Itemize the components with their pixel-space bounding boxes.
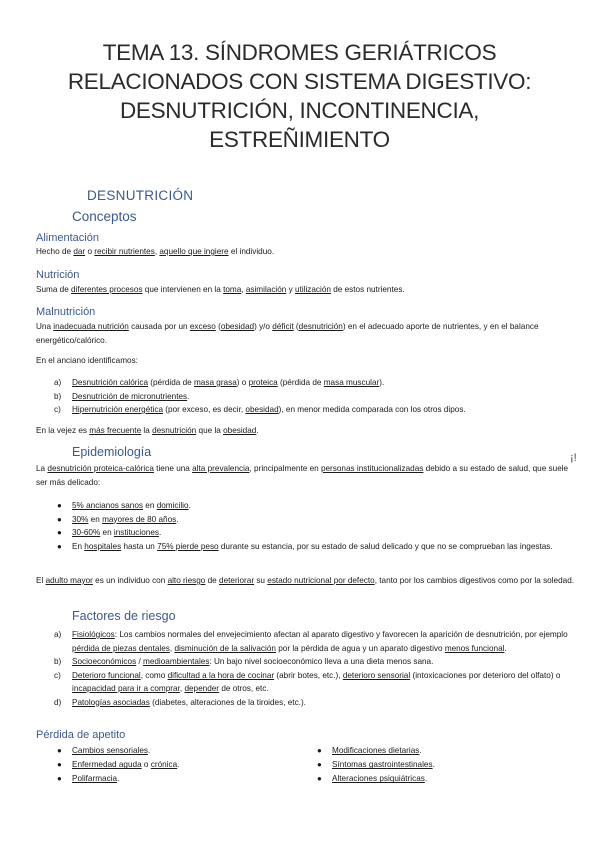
title-line: DESNUTRICIÓN, INCONTINENCIA, — [119, 98, 480, 123]
underlined-term: más frecuente — [89, 426, 142, 435]
underlined-term: medioambientales — [143, 657, 210, 666]
bullet-icon: ● — [57, 774, 62, 784]
underlined-term: estado nutricional por defecto — [267, 576, 375, 585]
subsection-heading-conceptos: Conceptos — [72, 209, 137, 224]
text: es un individuo con — [92, 576, 168, 585]
text: hasta un — [121, 541, 158, 551]
text: En — [72, 541, 85, 551]
text: . — [187, 391, 190, 401]
underlined-term: obesidad — [245, 405, 279, 414]
text: (pérdida de — [277, 378, 324, 387]
text: . — [504, 643, 507, 653]
list-item — [54, 628, 574, 655]
bullet-icon: ● — [57, 760, 62, 770]
text: (abrir botes, etc.), — [274, 670, 343, 680]
text: causada por un — [128, 322, 190, 331]
text: . — [148, 746, 151, 755]
underlined-term: diferentes procesos — [71, 285, 143, 294]
list-marker: a) — [54, 630, 62, 639]
underlined-term: asimilación — [245, 285, 287, 294]
underlined-term: Modificaciones dietarias — [332, 746, 420, 755]
heading-perdida-apetito: Pérdida de apetito — [36, 729, 126, 741]
underlined-term: 75% pierde peso — [157, 541, 219, 551]
text: la — [141, 426, 153, 435]
list-item — [54, 540, 574, 554]
underlined-term: exceso — [189, 322, 216, 331]
text: La — [36, 464, 48, 473]
text: . — [424, 774, 428, 784]
list-marker: d) — [54, 697, 62, 707]
text: El — [36, 576, 46, 585]
text: . — [256, 426, 259, 435]
text: . — [432, 760, 435, 770]
heading-alimentacion: Alimentación — [36, 232, 99, 244]
underlined-term: menos funcional — [444, 643, 505, 653]
list-item — [54, 758, 314, 772]
paragraph-malnutricion — [36, 320, 576, 348]
text: en — [100, 528, 114, 537]
heading-nutricion: Nutrición — [36, 269, 80, 281]
underlined-term: aquello que ingiere — [159, 247, 229, 256]
text: . — [117, 774, 120, 784]
text: ) en el adecuado aporte de nutrientes, y en el balance energético/calórico. — [36, 322, 539, 345]
text: , — [169, 643, 175, 653]
perdida-apetito-columns — [54, 744, 574, 787]
anciano-list — [54, 376, 574, 417]
underlined-term: hospitales — [84, 541, 122, 551]
paragraph-nutricion — [36, 283, 576, 297]
paragraph-alimentacion — [36, 245, 576, 259]
text: ), en menor medida comparada con los otros dipos. — [278, 405, 466, 414]
underlined-term: dar — [73, 247, 86, 256]
bullet-icon: ● — [57, 514, 62, 524]
page-title — [20, 38, 579, 154]
text: / — [136, 657, 143, 666]
text: y — [286, 285, 295, 294]
underlined-term: Deterioro funcional — [72, 670, 141, 680]
bullet-icon: ● — [57, 541, 62, 551]
text: , — [154, 247, 160, 256]
underlined-term: crónica — [150, 760, 178, 770]
underlined-term: desnutrición proteica-calórica — [47, 464, 154, 473]
list-item — [54, 655, 574, 669]
underlined-term: disminución de la salivación — [174, 643, 276, 653]
underlined-term: recibir nutrientes — [94, 247, 155, 256]
text: (diabetes, alteraciones de la tiroides, etc.). — [149, 697, 306, 707]
underlined-term: 30% — [72, 514, 89, 524]
paragraph-anciano-intro: En el anciano identificamos: — [36, 356, 138, 365]
bullet-icon: ● — [57, 501, 62, 510]
text: ). — [379, 378, 385, 387]
text: , tanto por los cambios digestivos como por la soledad. — [374, 576, 575, 585]
list-item — [54, 499, 574, 513]
underlined-term: masa grasa — [193, 378, 237, 387]
text: En la vejez es — [36, 426, 90, 435]
underlined-term: domicilio — [156, 501, 189, 510]
list-item — [54, 744, 314, 758]
text: de — [205, 576, 220, 585]
text: de estos nutrientes. — [330, 285, 405, 294]
list-item — [54, 376, 574, 390]
text: su — [254, 576, 268, 585]
text: debido a su estado de salud, que suele ser más delicado: — [36, 464, 569, 487]
list-item — [54, 513, 574, 527]
list-item — [314, 758, 574, 772]
text: el individuo. — [228, 247, 275, 256]
list-item — [54, 526, 574, 540]
list-marker: b) — [54, 657, 62, 666]
underlined-term: obesidad — [223, 426, 257, 435]
underlined-term: Polifarmacia — [72, 774, 118, 784]
list-marker: b) — [54, 391, 62, 401]
underlined-term: Cambios sensoriales — [72, 746, 148, 755]
list-item — [54, 669, 574, 696]
underlined-term: Desnutrición de micronutrientes — [72, 391, 188, 401]
underlined-term: déficit — [272, 322, 294, 331]
underlined-term: incapacidad para ir a comprar — [72, 684, 180, 693]
underlined-term: dificultad a la hora de cocinar — [167, 670, 275, 680]
text: , como — [140, 670, 168, 680]
underlined-term: inadecuada nutrición — [53, 322, 129, 331]
perdida-left-column — [54, 744, 314, 787]
list-marker: c) — [54, 670, 61, 680]
title-line: RELACIONADOS CON SISTEMA DIGESTIVO: — [67, 69, 532, 94]
text: (pérdida de — [148, 378, 194, 387]
text: o — [141, 760, 151, 770]
underlined-term: adulto mayor — [45, 576, 93, 585]
text: : Los cambios normales del envejecimiento afectan al aparato digestivo y favorecen la aparición de desnutrición, por ejemplo — [114, 630, 568, 639]
epidemiologia-bullets — [54, 499, 574, 553]
text: en — [143, 501, 157, 510]
underlined-term: personas institucionalizadas — [320, 464, 424, 473]
text: : Un bajo nivel socioeconómico lleva a una dieta menos sana. — [209, 657, 434, 666]
underlined-term: Síntomas gastrointestinales — [332, 760, 433, 770]
text: . — [158, 528, 162, 537]
text: tiene una — [153, 464, 193, 473]
text: ) y/o — [254, 322, 273, 331]
underlined-term: deterioro sensorial — [342, 670, 411, 680]
text: (por exceso, es decir, — [163, 405, 246, 414]
underlined-term: desnutrición — [298, 322, 343, 331]
list-item — [314, 772, 574, 786]
list-marker: a) — [54, 378, 62, 387]
heading-malnutricion: Malnutrición — [36, 306, 96, 318]
subsection-heading-factores: Factores de riesgo — [72, 609, 176, 623]
text: Una — [36, 322, 54, 331]
bullet-icon: ● — [57, 528, 62, 537]
list-item — [54, 696, 574, 710]
list-marker: c) — [54, 405, 61, 414]
text: o — [85, 247, 95, 256]
text: , — [241, 285, 246, 294]
paragraph-vejez — [36, 424, 576, 438]
text: . — [419, 746, 422, 755]
text: durante su estancia, por su estado de salud delicado y que no se comprueban las ingestas. — [218, 541, 553, 551]
underlined-term: desnutrición — [152, 426, 197, 435]
subsection-heading-epidemiologia: Epidemiología — [72, 445, 152, 459]
text: que intervienen en la — [142, 285, 224, 294]
paragraph-epidemiologia — [36, 462, 576, 490]
bullet-icon: ● — [317, 760, 322, 770]
text: por la pérdida de agua y un aparato digestivo — [275, 643, 445, 653]
factores-list — [54, 628, 574, 709]
title-line: TEMA 13. SÍNDROMES GERIÁTRICOS — [102, 40, 497, 65]
text: Suma de — [36, 285, 72, 294]
underlined-term: alto riesgo — [167, 576, 206, 585]
exclamation-mark: ¡! — [570, 452, 577, 464]
section-heading-desnutricion: DESNUTRICIÓN — [87, 188, 194, 203]
underlined-term: toma — [223, 285, 242, 294]
underlined-term: pérdida de piezas dentales — [72, 643, 170, 653]
list-item — [54, 772, 314, 786]
text: ) o — [236, 378, 249, 387]
list-item — [54, 390, 574, 404]
text: . — [176, 514, 179, 524]
bullet-icon: ● — [317, 774, 322, 784]
underlined-term: obesidad — [220, 322, 255, 331]
text: (intoxicaciones por deterioro del olfato) o — [410, 670, 561, 680]
bullet-icon: ● — [317, 746, 322, 755]
underlined-term: Enfermedad aguda — [72, 760, 142, 770]
underlined-term: instituciones — [113, 528, 159, 537]
underlined-term: Alteraciones psiquiátricas — [332, 774, 425, 784]
title-line: ESTREÑIMIENTO — [209, 127, 390, 152]
text: , — [179, 684, 185, 693]
underlined-term: 30-60% — [72, 528, 101, 537]
text: . — [177, 760, 180, 770]
paragraph-adulto-mayor — [36, 574, 576, 588]
perdida-right-column — [314, 744, 574, 787]
underlined-term: depender — [184, 684, 220, 693]
text: ( — [293, 322, 299, 331]
list-item — [54, 403, 574, 417]
underlined-term: utilización — [295, 285, 331, 294]
text: que la — [196, 426, 224, 435]
text: Hecho de — [36, 247, 74, 256]
underlined-term: proteica — [248, 378, 278, 387]
underlined-term: mayores de 80 años — [102, 514, 177, 524]
text: en — [88, 514, 103, 524]
underlined-term: 5% ancianos sanos — [72, 501, 144, 510]
underlined-term: Hipernutrición energética — [72, 405, 164, 414]
text: de otros, etc. — [219, 684, 269, 693]
list-item — [314, 744, 574, 758]
text: ( — [215, 322, 221, 331]
underlined-term: Patologías asociadas — [72, 697, 150, 707]
underlined-term: Fisiológicos — [72, 630, 115, 639]
text: , principalmente en — [249, 464, 321, 473]
underlined-term: Desnutrición calórica — [72, 378, 148, 387]
underlined-term: deteriorar — [219, 576, 255, 585]
text: . — [188, 501, 191, 510]
underlined-term: masa muscular — [323, 378, 380, 387]
underlined-term: Socioeconómicos — [72, 657, 137, 666]
bullet-icon: ● — [57, 746, 62, 755]
underlined-term: alta prevalencia — [192, 464, 250, 473]
